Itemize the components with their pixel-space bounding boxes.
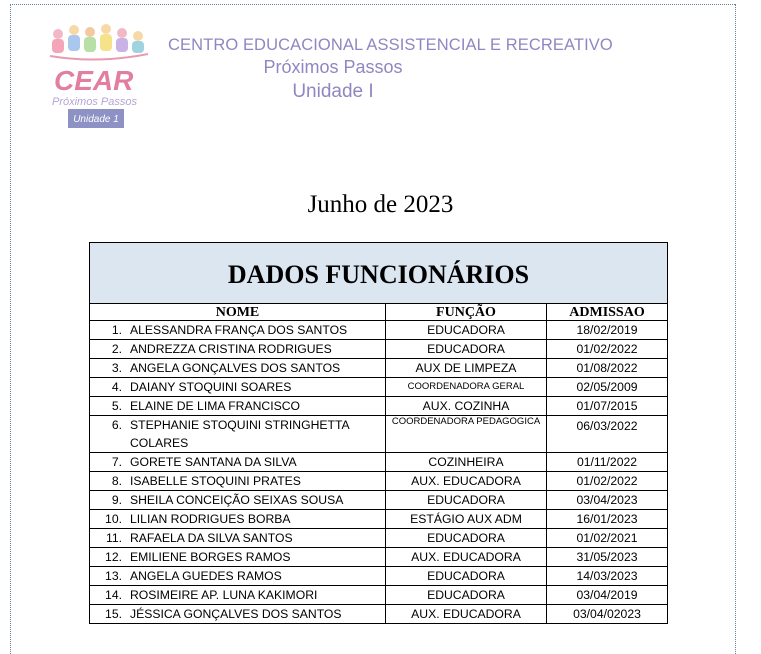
- cell-admission-date: 03/04/2019: [547, 586, 668, 605]
- row-number: 15.: [105, 607, 122, 621]
- row-number: 10.: [105, 512, 122, 526]
- table-row: [90, 510, 668, 529]
- cell-role: EDUCADORA: [386, 491, 547, 510]
- document-date: Junho de 2023: [307, 191, 454, 218]
- cell-name: [90, 567, 386, 586]
- table-row: [90, 567, 668, 586]
- column-header-admission: ADMISSAO: [547, 304, 668, 321]
- cell-admission-date: 03/04/2023: [547, 491, 668, 510]
- cell-name: [90, 378, 386, 397]
- row-number: 7.: [111, 455, 122, 469]
- employee-name: ANGELA GUEDES RAMOS: [130, 569, 282, 583]
- employee-name: EMILIENE BORGES RAMOS: [130, 550, 291, 564]
- row-number: 2.: [111, 342, 122, 356]
- cell-admission-date: 18/02/2019: [547, 321, 668, 340]
- cell-admission-date: 06/03/2022: [547, 416, 668, 453]
- cell-admission-date: 01/11/2022: [547, 453, 668, 472]
- cell-name: [90, 586, 386, 605]
- table-row: [90, 340, 668, 359]
- cell-role: EDUCADORA: [386, 340, 547, 359]
- employee-name: ISABELLE STOQUINI PRATES: [130, 474, 301, 488]
- cell-role: AUX. COZINHA: [386, 397, 547, 416]
- cell-name: [90, 397, 386, 416]
- table-title: DADOS FUNCIONÁRIOS: [90, 243, 668, 304]
- row-number: 3.: [111, 361, 122, 375]
- page-border-right: [735, 4, 736, 654]
- logo-letters: CEAR: [54, 65, 134, 96]
- employee-name: GORETE SANTANA DA SILVA: [130, 455, 297, 469]
- cell-name: [90, 340, 386, 359]
- table-row: [90, 416, 668, 453]
- row-number: 14.: [105, 588, 122, 602]
- column-header-name: NOME: [90, 304, 386, 321]
- employee-name: STEPHANIE STOQUINI STRINGHETTA COLARES: [130, 418, 349, 450]
- table-row: [90, 586, 668, 605]
- logo-badge: Unidade 1: [73, 114, 119, 125]
- page-border-left: [10, 4, 11, 654]
- table-row: [90, 321, 668, 340]
- employee-name: RAFAELA DA SILVA SANTOS: [130, 531, 293, 545]
- cell-admission-date: 01/02/2022: [547, 472, 668, 491]
- cell-role: COORDENADORA GERAL: [386, 378, 547, 397]
- page-border-top: [10, 4, 735, 5]
- cell-name: [90, 548, 386, 567]
- institution-subtitle: Próximos Passos: [263, 57, 403, 77]
- row-number: 13.: [105, 569, 122, 583]
- table-row: [90, 359, 668, 378]
- cell-role: AUX. EDUCADORA: [386, 605, 547, 624]
- cell-role: AUX. EDUCADORA: [386, 548, 547, 567]
- staff-table: [89, 242, 668, 624]
- table-row: [90, 491, 668, 510]
- cell-role: COORDENADORA PEDAGOGICA: [386, 416, 547, 453]
- cell-admission-date: 14/03/2023: [547, 567, 668, 586]
- cell-admission-date: 01/08/2022: [547, 359, 668, 378]
- employee-name: ROSIMEIRE AP. LUNA KAKIMORI: [130, 588, 318, 602]
- cell-role: ESTÁGIO AUX ADM: [386, 510, 547, 529]
- cell-admission-date: 03/04/02023: [547, 605, 668, 624]
- table-row: [90, 548, 668, 567]
- cell-name: [90, 491, 386, 510]
- cell-admission-date: 01/02/2021: [547, 529, 668, 548]
- row-number: 5.: [111, 399, 122, 413]
- table-row: [90, 472, 668, 491]
- column-header-role: FUNÇÃO: [386, 304, 547, 321]
- cell-role: COZINHEIRA: [386, 453, 547, 472]
- cell-role: AUX DE LIMPEZA: [386, 359, 547, 378]
- cell-name: [90, 321, 386, 340]
- cell-admission-date: 02/05/2009: [547, 378, 668, 397]
- table-row: [90, 453, 668, 472]
- cell-role: EDUCADORA: [386, 567, 547, 586]
- cell-role: EDUCADORA: [386, 529, 547, 548]
- table-row: [90, 397, 668, 416]
- cear-logo: [44, 20, 152, 132]
- table-row: [90, 605, 668, 624]
- cell-name: [90, 605, 386, 624]
- logo-subtitle: Próximos Passos: [52, 96, 137, 108]
- cell-admission-date: 01/02/2022: [547, 340, 668, 359]
- cell-name: [90, 510, 386, 529]
- table-row: [90, 378, 668, 397]
- cell-role: EDUCADORA: [386, 321, 547, 340]
- cell-admission-date: 31/05/2023: [547, 548, 668, 567]
- institution-name: CENTRO EDUCACIONAL ASSISTENCIAL E RECREATIVO: [168, 36, 613, 54]
- employee-name: JÉSSICA GONÇALVES DOS SANTOS: [130, 607, 342, 621]
- employee-name: SHEILA CONCEIÇÃO SEIXAS SOUSA: [130, 493, 344, 507]
- row-number: 11.: [105, 531, 122, 545]
- row-number: 8.: [111, 474, 122, 488]
- row-number: 12.: [105, 550, 122, 564]
- row-number: 6.: [111, 418, 122, 432]
- cell-name: [90, 472, 386, 491]
- employee-name: DAIANY STOQUINI SOARES: [130, 380, 292, 394]
- institution-unit: Unidade I: [292, 81, 374, 102]
- employee-name: LILIAN RODRIGUES BORBA: [130, 512, 291, 526]
- cell-role: EDUCADORA: [386, 586, 547, 605]
- employee-name: ANGELA GONÇALVES DOS SANTOS: [130, 361, 341, 375]
- cell-name: [90, 359, 386, 378]
- cell-role: AUX. EDUCADORA: [386, 472, 547, 491]
- cell-name: [90, 529, 386, 548]
- table-row: [90, 529, 668, 548]
- cell-admission-date: 01/07/2015: [547, 397, 668, 416]
- cell-name: [90, 416, 386, 453]
- cell-admission-date: 16/01/2023: [547, 510, 668, 529]
- row-number: 1.: [111, 323, 122, 337]
- row-number: 9.: [111, 493, 122, 507]
- employee-name: ANDREZZA CRISTINA RODRIGUES: [130, 342, 332, 356]
- row-number: 4.: [111, 380, 122, 394]
- cell-name: [90, 453, 386, 472]
- employee-name: ELAINE DE LIMA FRANCISCO: [130, 399, 300, 413]
- employee-name: ALESSANDRA FRANÇA DOS SANTOS: [130, 323, 348, 337]
